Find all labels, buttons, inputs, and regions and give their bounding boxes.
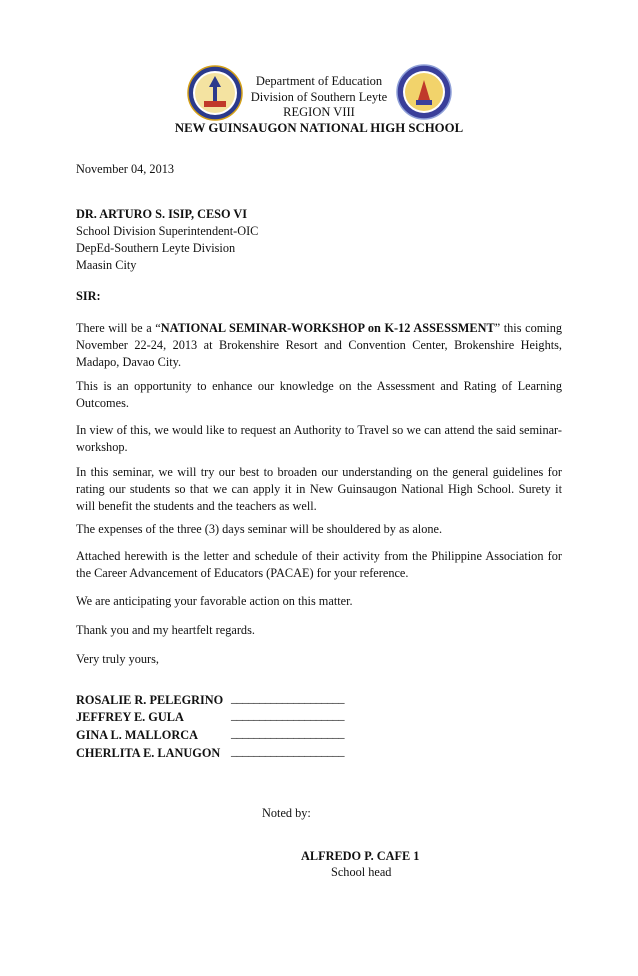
recipient-city: Maasin City bbox=[76, 258, 137, 272]
paragraph-8: Thank you and my heartfelt regards. bbox=[76, 623, 255, 637]
noted-by-name: ALFREDO P. CAFE 1 bbox=[301, 849, 420, 863]
signature-line: ____________________ bbox=[231, 691, 344, 705]
signature-line: ____________________ bbox=[231, 708, 344, 722]
signature-line: ____________________ bbox=[231, 726, 344, 740]
event-name: NATIONAL SEMINAR-WORKSHOP on K-12 ASSESSMENT bbox=[160, 321, 495, 335]
closing: Very truly yours, bbox=[76, 652, 159, 666]
division-line: Division of Southern Leyte bbox=[250, 89, 388, 104]
p1-rest: ” this coming November 22-24, 2013 at Brokenshire Resort and Convention Center, Brokenshire Heights, Madapo, Davao City. bbox=[76, 321, 562, 369]
noted-by-title: School head bbox=[331, 865, 392, 879]
recipient-title: School Division Superintendent-OIC bbox=[76, 224, 259, 238]
department-line: Department of Education bbox=[255, 74, 383, 88]
letterhead bbox=[0, 74, 638, 136]
signatory-name: ROSALIE R. PELEGRINO bbox=[76, 693, 224, 707]
salutation: SIR: bbox=[76, 289, 101, 303]
school-name: NEW GUINSAUGON NATIONAL HIGH SCHOOL bbox=[174, 120, 464, 135]
region-line: REGION VIII bbox=[283, 105, 355, 119]
paragraph-7: We are anticipating your favorable action on this matter. bbox=[76, 594, 353, 608]
p1-intro: There will be a “ bbox=[76, 321, 161, 335]
paragraph-4: In this seminar, we will try our best to broaden our understanding on the general guidelines for rating our students so that we can apply it in New Guinsaugon National High School. Surety it will benefit the students and the teachers as well. bbox=[76, 465, 562, 513]
recipient-name: DR. ARTURO S. ISIP, CESO VI bbox=[76, 207, 248, 221]
signatory-name: GINA L. MALLORCA bbox=[76, 728, 198, 742]
paragraph-6: Attached herewith is the letter and schedule of their activity from the Philippine Association for the Career Advancement of Educators (PACAE) for your reference. bbox=[76, 549, 562, 580]
paragraph-3: In view of this, we would like to request an Authority to Travel so we can attend the said seminar-workshop. bbox=[76, 423, 562, 454]
recipient-block bbox=[76, 206, 562, 274]
paragraph-1 bbox=[76, 320, 562, 371]
signatory-name: JEFFREY E. GULA bbox=[76, 710, 184, 724]
paragraph-2: This is an opportunity to enhance our knowledge on the Assessment and Rating of Learning Outcomes. bbox=[76, 379, 562, 410]
noted-by-label: Noted by: bbox=[262, 806, 311, 820]
signatory-name: CHERLITA E. LANUGON bbox=[76, 746, 221, 760]
letter-date: November 04, 2013 bbox=[76, 162, 175, 176]
paragraph-5: The expenses of the three (3) days seminar will be shouldered by as alone. bbox=[76, 522, 443, 536]
signature-line: ____________________ bbox=[231, 744, 344, 758]
recipient-office: DepEd-Southern Leyte Division bbox=[76, 241, 236, 255]
